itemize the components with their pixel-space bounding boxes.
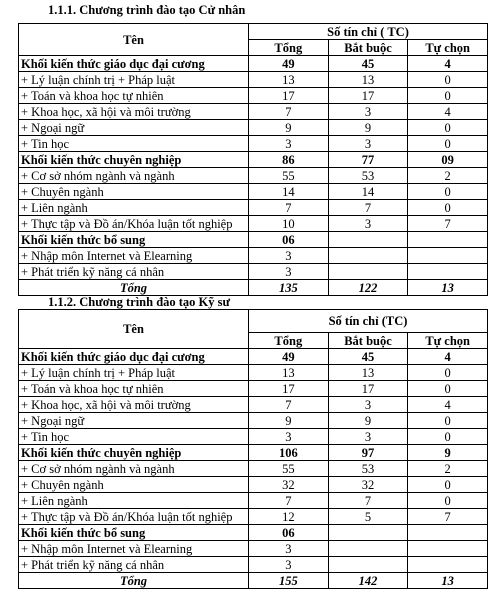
header-credits: Số tín chỉ ( TC): [249, 24, 488, 40]
table-row: [19, 72, 488, 88]
required-cell: 53: [328, 461, 408, 477]
elective-cell: 0: [408, 200, 488, 216]
header-elective: Tự chọn: [408, 333, 488, 349]
total-cell: 7: [249, 493, 329, 509]
name-cell: + Thực tập và Đồ án/Khóa luận tốt nghiệp: [19, 216, 249, 232]
name-cell: Khối kiến thức bổ sung: [19, 232, 249, 248]
total-cell: 3: [249, 429, 329, 445]
name-cell: Khối kiến thức giáo dục đại cương: [19, 56, 249, 72]
name-cell: + Ngoại ngữ: [19, 120, 249, 136]
table-row: [19, 248, 488, 264]
name-cell: Khối kiến thức bổ sung: [19, 525, 249, 541]
elective-cell: 2: [408, 168, 488, 184]
required-cell: 3: [328, 104, 408, 120]
elective-cell: 0: [408, 477, 488, 493]
required-cell: [328, 248, 408, 264]
elective-cell: 4: [408, 56, 488, 72]
table-row: [19, 477, 488, 493]
elective-cell: [408, 541, 488, 557]
elective-cell: 0: [408, 136, 488, 152]
total-cell: 106: [249, 445, 329, 461]
required-cell: 17: [328, 88, 408, 104]
credits-table-engineer: [18, 309, 488, 589]
total-row: [19, 573, 488, 589]
name-cell: Tổng: [19, 280, 249, 296]
total-cell: 32: [249, 477, 329, 493]
header-credits: Số tín chỉ (TC): [249, 310, 488, 333]
table-row: [19, 397, 488, 413]
table-row: [19, 168, 488, 184]
table-row: [19, 216, 488, 232]
table-row: [19, 120, 488, 136]
total-cell: 14: [249, 184, 329, 200]
required-cell: 13: [328, 365, 408, 381]
name-cell: + Nhập môn Internet và Elearning: [19, 248, 249, 264]
required-cell: [328, 264, 408, 280]
required-cell: 3: [328, 429, 408, 445]
group-row: [19, 349, 488, 365]
elective-cell: 13: [408, 280, 488, 296]
name-cell: + Liên ngành: [19, 200, 249, 216]
elective-cell: 4: [408, 104, 488, 120]
header-required: Bắt buộc: [328, 40, 408, 56]
total-row: [19, 280, 488, 296]
elective-cell: 0: [408, 429, 488, 445]
name-cell: + Lý luận chính trị + Pháp luật: [19, 365, 249, 381]
header-name: Tên: [19, 310, 249, 349]
required-cell: [328, 541, 408, 557]
table-row: [19, 541, 488, 557]
table-row: [19, 413, 488, 429]
required-cell: [328, 525, 408, 541]
section-title-engineer: 1.1.2. Chương trình đào tạo Kỹ sư: [48, 295, 231, 309]
total-cell: 3: [249, 541, 329, 557]
required-cell: 3: [328, 397, 408, 413]
total-cell: 17: [249, 88, 329, 104]
total-cell: 49: [249, 56, 329, 72]
table-row: [19, 381, 488, 397]
name-cell: + Cơ sở nhóm ngành và ngành: [19, 461, 249, 477]
elective-cell: 0: [408, 493, 488, 509]
required-cell: 97: [328, 445, 408, 461]
required-cell: 45: [328, 349, 408, 365]
total-cell: 155: [249, 573, 329, 589]
table-row: [19, 509, 488, 525]
required-cell: 9: [328, 120, 408, 136]
elective-cell: 4: [408, 397, 488, 413]
elective-cell: [408, 525, 488, 541]
name-cell: + Thực tập và Đồ án/Khóa luận tốt nghiệp: [19, 509, 249, 525]
group-row: [19, 232, 488, 248]
table-row: [19, 557, 488, 573]
elective-cell: [408, 232, 488, 248]
elective-cell: 0: [408, 72, 488, 88]
total-cell: 9: [249, 413, 329, 429]
name-cell: + Cơ sở nhóm ngành và ngành: [19, 168, 249, 184]
total-cell: 86: [249, 152, 329, 168]
elective-cell: 0: [408, 413, 488, 429]
total-cell: 12: [249, 509, 329, 525]
table-row: [19, 493, 488, 509]
total-cell: 55: [249, 168, 329, 184]
required-cell: 5: [328, 509, 408, 525]
required-cell: [328, 557, 408, 573]
name-cell: + Chuyên ngành: [19, 184, 249, 200]
header-total: Tổng: [249, 40, 329, 56]
name-cell: + Khoa học, xã hội và môi trường: [19, 104, 249, 120]
name-cell: Khối kiến thức giáo dục đại cương: [19, 349, 249, 365]
total-cell: 17: [249, 381, 329, 397]
required-cell: 53: [328, 168, 408, 184]
name-cell: + Toán và khoa học tự nhiên: [19, 88, 249, 104]
total-cell: 7: [249, 200, 329, 216]
elective-cell: 9: [408, 445, 488, 461]
total-cell: 10: [249, 216, 329, 232]
name-cell: + Phát triển kỹ năng cá nhân: [19, 557, 249, 573]
elective-cell: 13: [408, 573, 488, 589]
table-row: [19, 104, 488, 120]
table-body: [19, 349, 488, 589]
elective-cell: 7: [408, 216, 488, 232]
elective-cell: 0: [408, 381, 488, 397]
required-cell: 14: [328, 184, 408, 200]
total-cell: 06: [249, 232, 329, 248]
total-cell: 3: [249, 557, 329, 573]
group-row: [19, 152, 488, 168]
table-row: [19, 200, 488, 216]
table-row: [19, 461, 488, 477]
group-row: [19, 445, 488, 461]
total-cell: 55: [249, 461, 329, 477]
group-row: [19, 56, 488, 72]
required-cell: 3: [328, 136, 408, 152]
total-cell: 3: [249, 248, 329, 264]
name-cell: + Khoa học, xã hội và môi trường: [19, 397, 249, 413]
name-cell: + Nhập môn Internet và Elearning: [19, 541, 249, 557]
credits-table-bachelor: [18, 23, 488, 296]
table-row: [19, 88, 488, 104]
required-cell: 9: [328, 413, 408, 429]
elective-cell: 09: [408, 152, 488, 168]
name-cell: Khối kiến thức chuyên nghiệp: [19, 445, 249, 461]
required-cell: 17: [328, 381, 408, 397]
name-cell: + Toán và khoa học tự nhiên: [19, 381, 249, 397]
total-cell: 06: [249, 525, 329, 541]
total-cell: 3: [249, 136, 329, 152]
elective-cell: [408, 264, 488, 280]
header-total: Tổng: [249, 333, 329, 349]
header-elective: Tự chọn: [408, 40, 488, 56]
elective-cell: [408, 248, 488, 264]
name-cell: + Ngoại ngữ: [19, 413, 249, 429]
total-cell: 49: [249, 349, 329, 365]
section-title-bachelor: 1.1.1. Chương trình đào tạo Cử nhân: [48, 3, 246, 17]
table-row: [19, 365, 488, 381]
elective-cell: [408, 557, 488, 573]
required-cell: 32: [328, 477, 408, 493]
total-cell: 7: [249, 104, 329, 120]
elective-cell: 0: [408, 184, 488, 200]
total-cell: 7: [249, 397, 329, 413]
name-cell: + Chuyên ngành: [19, 477, 249, 493]
elective-cell: 7: [408, 509, 488, 525]
table-body: [19, 56, 488, 296]
required-cell: [328, 232, 408, 248]
header-name: Tên: [19, 24, 249, 56]
total-cell: 135: [249, 280, 329, 296]
table-row: [19, 184, 488, 200]
required-cell: 45: [328, 56, 408, 72]
table-row: [19, 429, 488, 445]
required-cell: 77: [328, 152, 408, 168]
name-cell: + Tin học: [19, 136, 249, 152]
required-cell: 7: [328, 493, 408, 509]
group-row: [19, 525, 488, 541]
elective-cell: 0: [408, 365, 488, 381]
total-cell: 9: [249, 120, 329, 136]
name-cell: Tổng: [19, 573, 249, 589]
table-row: [19, 264, 488, 280]
header-required: Bắt buộc: [328, 333, 408, 349]
name-cell: + Liên ngành: [19, 493, 249, 509]
required-cell: 122: [328, 280, 408, 296]
total-cell: 13: [249, 365, 329, 381]
table-row: [19, 136, 488, 152]
required-cell: 13: [328, 72, 408, 88]
name-cell: + Phát triển kỹ năng cá nhân: [19, 264, 249, 280]
total-cell: 3: [249, 264, 329, 280]
required-cell: 142: [328, 573, 408, 589]
elective-cell: 4: [408, 349, 488, 365]
elective-cell: 0: [408, 120, 488, 136]
elective-cell: 0: [408, 88, 488, 104]
elective-cell: 2: [408, 461, 488, 477]
total-cell: 13: [249, 72, 329, 88]
name-cell: + Lý luận chính trị + Pháp luật: [19, 72, 249, 88]
name-cell: Khối kiến thức chuyên nghiệp: [19, 152, 249, 168]
name-cell: + Tin học: [19, 429, 249, 445]
required-cell: 3: [328, 216, 408, 232]
required-cell: 7: [328, 200, 408, 216]
